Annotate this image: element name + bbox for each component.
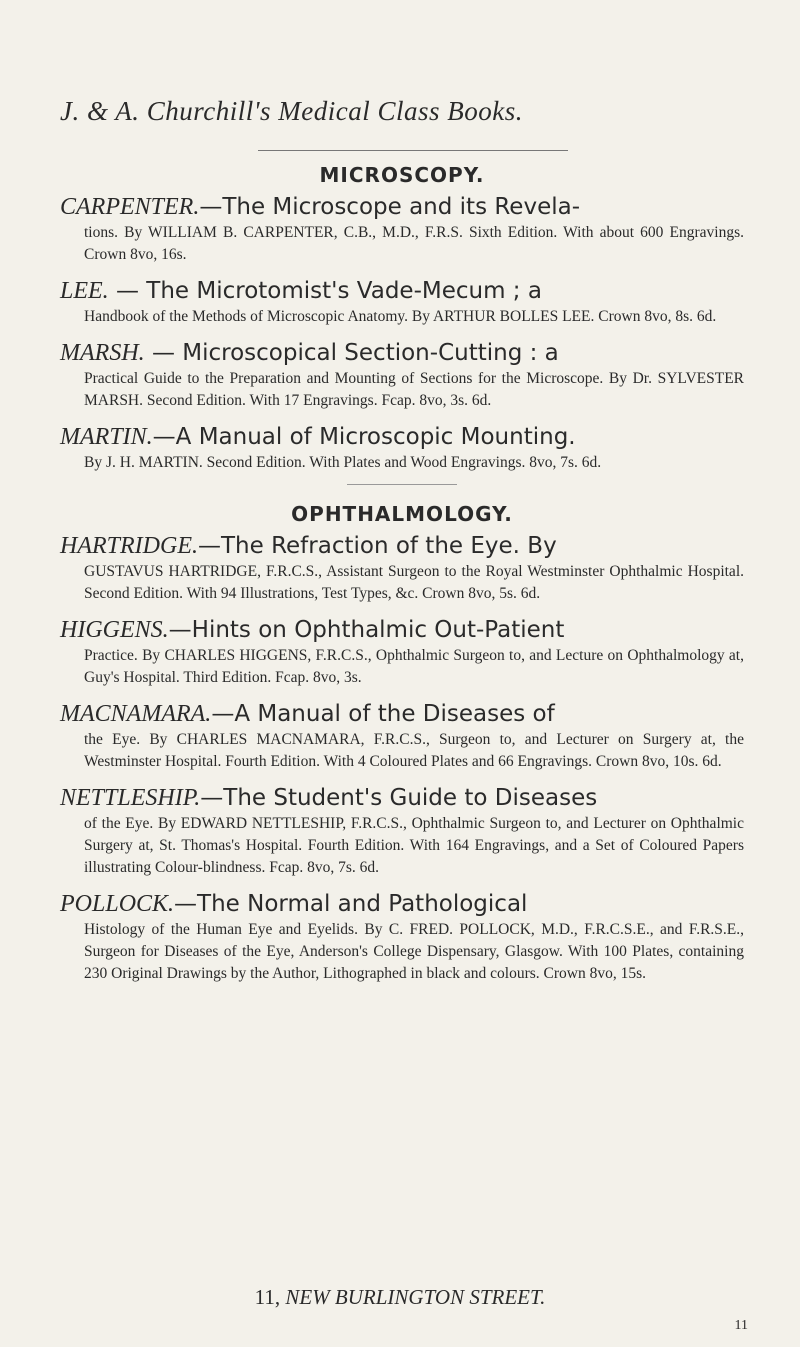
book-description: Histology of the Human Eye and Eyelids. By C. FRED. POLLOCK, M.D., F.R.C.S.E., and F.R.S.E., Surgeon for Diseases of the Eye, Anderson's College Dispensary, Glasgow. With 100 Plates, containing 230 Original Drawings by the Author, Lithographed in black and colours. Crown 8vo, 15s. xyxy=(84,921,744,982)
book-author: CARPENTER. xyxy=(60,194,200,220)
book-title: —A Manual of the Diseases of xyxy=(211,701,555,727)
street-name: NEW BURLINGTON STREET. xyxy=(285,1285,546,1309)
book-title: —The Refraction of the Eye. By xyxy=(197,533,557,559)
book-author: MARSH. xyxy=(60,340,145,366)
section-microscopy xyxy=(60,162,744,474)
book-author: HIGGENS. xyxy=(60,617,169,643)
book-description: the Eye. By CHARLES MACNAMARA, F.R.C.S., Surgeon to, and Lecturer on Surgery at, the Westminster Hospital. Fourth Edition. With 4 Coloured Plates and 66 Engravings. Crown 8vo, 10s. 6d. xyxy=(84,731,744,770)
book-entry xyxy=(60,889,744,985)
book-description: tions. By WILLIAM B. CARPENTER, C.B., M.D., F.R.S. Sixth Edition. With about 600 Engravings. Crown 8vo, 16s. xyxy=(84,224,744,263)
book-title: —Hints on Ophthalmic Out-Patient xyxy=(168,617,565,643)
book-title: —The Normal and Pathological xyxy=(174,891,528,917)
book-entry xyxy=(60,531,744,605)
book-author: NETTLESHIP. xyxy=(60,785,201,811)
book-description: Handbook of the Methods of Microscopic Anatomy. By ARTHUR BOLLES LEE. Crown 8vo, 8s. 6d. xyxy=(84,308,717,325)
book-title: —A Manual of Microscopic Mounting. xyxy=(152,424,576,450)
book-author: LEE. xyxy=(60,278,109,304)
book-author: HARTRIDGE. xyxy=(60,533,198,559)
book-entry xyxy=(60,276,744,328)
book-author: MACNAMARA. xyxy=(60,701,212,727)
book-entry xyxy=(60,422,744,474)
book-description: of the Eye. By EDWARD NETTLESHIP, F.R.C.S., Ophthalmic Surgeon to, and Lecturer on Ophthalmic Surgery at, St. Thomas's Hospital. Fourth Edition. With 164 Engravings, and a Set of Coloured Papers illustrating Colour-blindness. Fcap. 8vo, 7s. 6d. xyxy=(84,815,744,876)
book-entry xyxy=(60,338,744,412)
catalogue-content xyxy=(60,162,744,995)
book-title: —The Microscope and its Revela- xyxy=(199,194,581,220)
book-title: — Microscopical Section-Cutting : a xyxy=(144,340,559,366)
book-title: —The Student's Guide to Diseases xyxy=(200,785,598,811)
book-description: GUSTAVUS HARTRIDGE, F.R.C.S., Assistant Surgeon to the Royal Westminster Ophthalmic Hospital. Second Edition. With 94 Illustrations, Test Types, &c. Crown 8vo, 5s. 6d. xyxy=(84,563,744,602)
book-description: Practice. By CHARLES HIGGENS, F.R.C.S., Ophthalmic Surgeon to, and Lecture on Ophthalmology at, Guy's Hospital. Third Edition. Fcap. 8vo, 3s. xyxy=(84,647,744,686)
book-entry xyxy=(60,699,744,773)
header-rule xyxy=(258,150,568,151)
publisher-address xyxy=(0,1285,800,1310)
book-entry xyxy=(60,783,744,879)
section-ophthalmology xyxy=(60,501,744,985)
book-entry xyxy=(60,192,744,266)
book-title: — The Microtomist's Vade-Mecum ; a xyxy=(108,278,542,304)
street-number: 11, xyxy=(254,1285,281,1309)
section-heading: MICROSCOPY. xyxy=(319,163,485,187)
section-divider xyxy=(347,484,457,495)
book-author: POLLOCK. xyxy=(60,891,175,917)
page-number: 11 xyxy=(734,1318,748,1333)
book-entry xyxy=(60,615,744,689)
book-author: MARTIN. xyxy=(60,424,153,450)
page-header-title: J. & A. Churchill's Medical Class Books. xyxy=(60,96,523,126)
section-heading: OPHTHALMOLOGY. xyxy=(291,502,513,526)
book-description: By J. H. MARTIN. Second Edition. With Plates and Wood Engravings. 8vo, 7s. 6d. xyxy=(84,454,602,471)
book-description: Practical Guide to the Preparation and Mounting of Sections for the Microscope. By Dr. SYLVESTER MARSH. Second Edition. With 17 Engravings. Fcap. 8vo, 3s. 6d. xyxy=(84,370,744,409)
